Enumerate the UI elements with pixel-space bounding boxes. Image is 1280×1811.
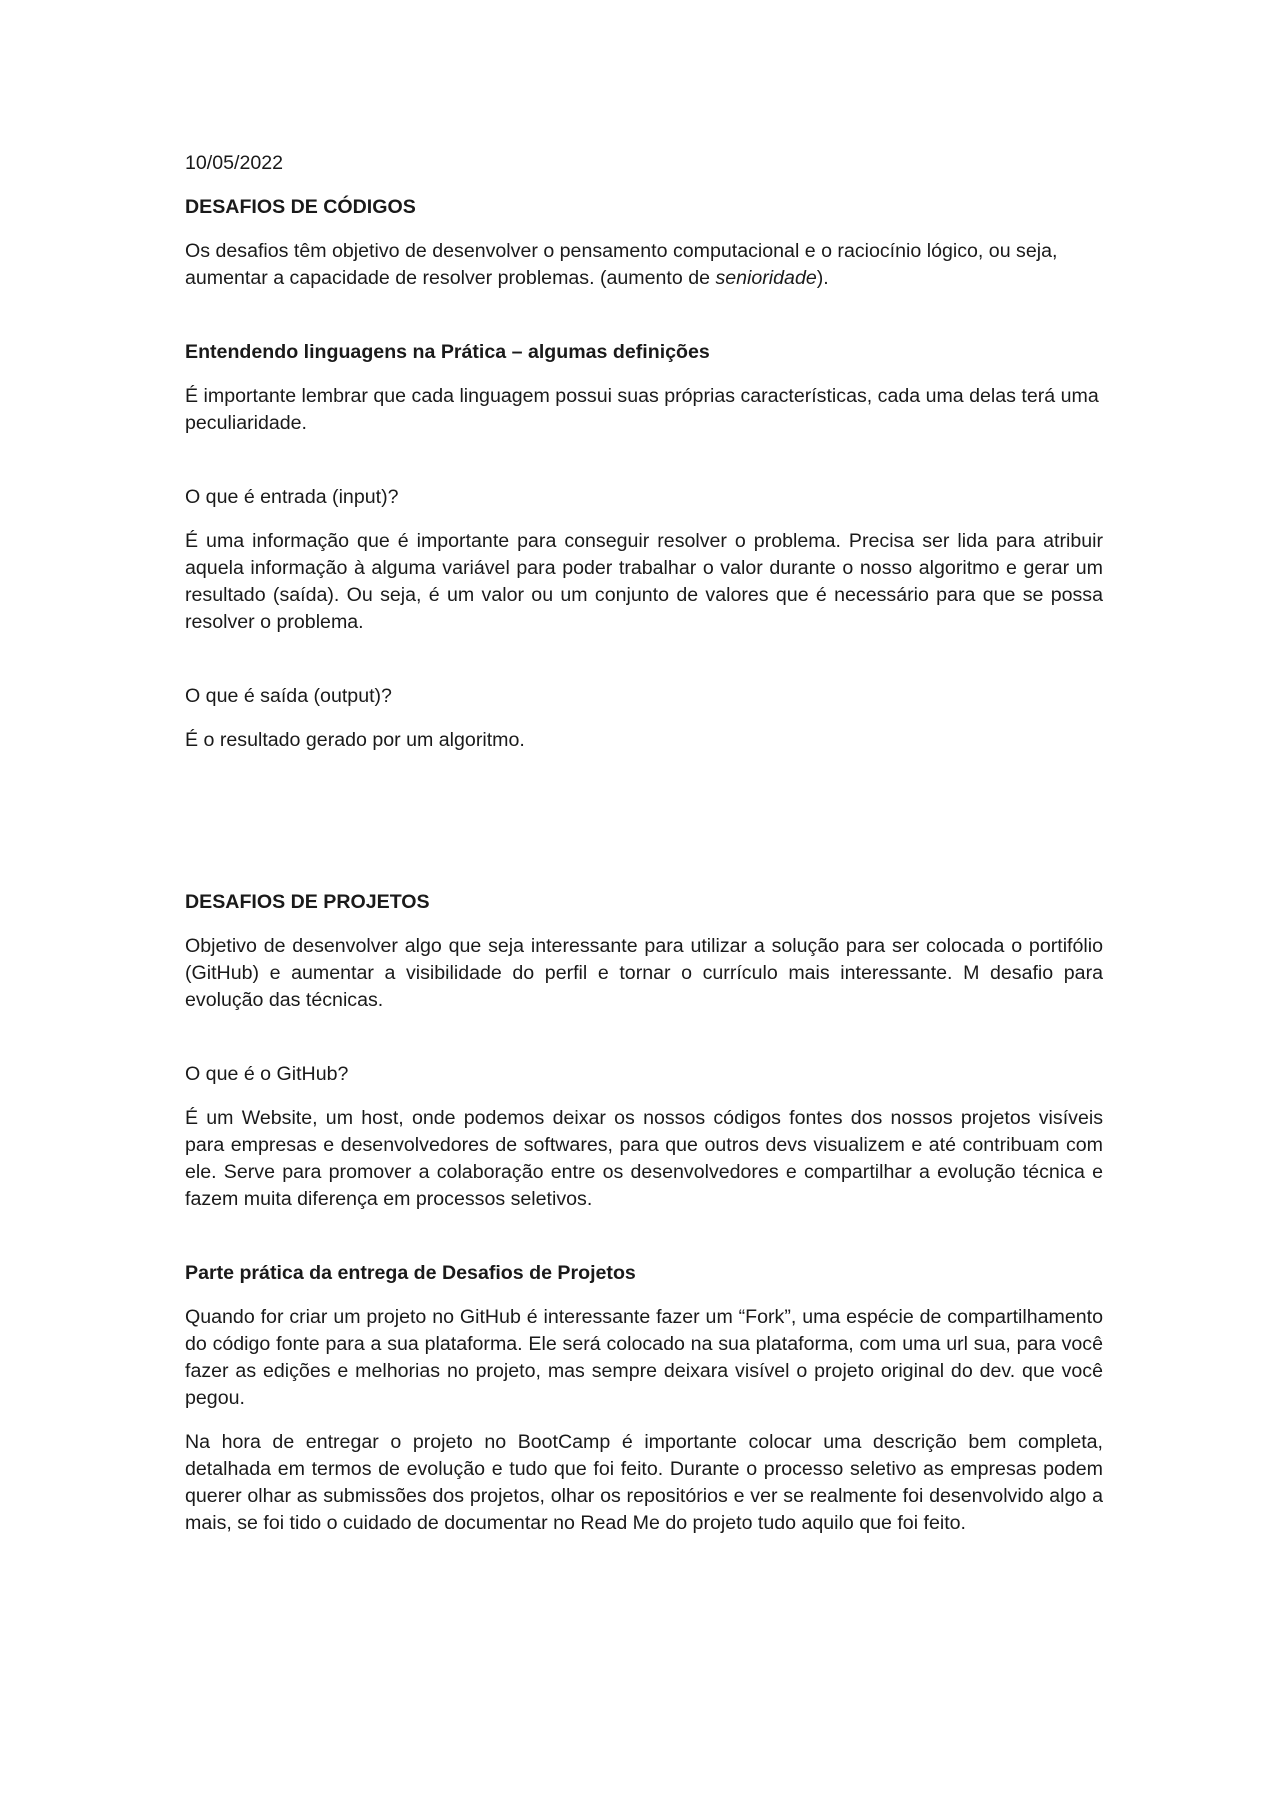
question-input: O que é entrada (input)? [185, 486, 399, 508]
section-text-linguagens: É importante lembrar que cada linguagem possui suas próprias características, cada uma delas terá uma peculiaridade. [185, 385, 1099, 434]
document-page [185, 150, 1103, 1554]
question-github: O que é o GitHub? [185, 1063, 349, 1085]
answer-github: É um Website, um host, onde podemos deixar os nossos códigos fontes dos nossos projetos visíveis para empresas e desenvolvedores de softwares, para que outros devs visualizem e até contribuam com ele. Serve para promover a colaboração entre os desenvolvedores e compartilhar a evolução técnica e fazem muita diferença em processos seletivos. [185, 1107, 1103, 1210]
question-output: O que é saída (output)? [185, 685, 392, 707]
paragraph-bootcamp: Na hora de entregar o projeto no BootCamp é importante colocar uma descrição bem completa, detalhada em termos de evolução e tudo que foi feito. Durante o processo seletivo as empresas podem querer olhar as submissões dos projetos, olhar os repositórios e ver se realmente foi desenvolvido algo a mais, se foi tido o cuidado de documentar no Read Me do projeto tudo aquilo que foi feito. [185, 1431, 1103, 1534]
answer-input: É uma informação que é importante para conseguir resolver o problema. Precisa ser lida para atribuir aquela informação à alguma variável para poder trabalhar o valor durante o nosso algoritmo e gerar um resultado (saída). Ou seja, é um valor ou um conjunto de valores que é necessário para que se possa resolver o problema. [185, 530, 1103, 633]
answer-output: É o resultado gerado por um algoritmo. [185, 729, 525, 751]
intro-text-start: Os desafios têm objetivo de desenvolver o pensamento computacional e o raciocínio lógico, ou seja, aumentar a capacidade de resolver problemas. (aumento de [185, 240, 1058, 289]
section-intro-desafios-codigos [185, 238, 1103, 292]
section-title-linguagens: Entendendo linguagens na Prática – algumas definições [185, 341, 710, 363]
section-title-desafios-projetos: DESAFIOS DE PROJETOS [185, 891, 430, 913]
intro-text-italic: senioridade [715, 267, 817, 289]
section-title-desafios-codigos: DESAFIOS DE CÓDIGOS [185, 196, 416, 218]
section-text-desafios-projetos: Objetivo de desenvolver algo que seja interessante para utilizar a solução para ser colocada o portifólio (GitHub) e aumentar a visibilidade do perfil e tornar o currículo mais interessante. M desafio para evolução das técnicas. [185, 935, 1103, 1011]
document-date: 10/05/2022 [185, 152, 284, 174]
intro-text-end: ). [816, 267, 829, 289]
paragraph-fork: Quando for criar um projeto no GitHub é interessante fazer um “Fork”, uma espécie de compartilhamento do código fonte para a sua plataforma. Ele será colocado na sua plataforma, com uma url sua, para você fazer as edições e melhorias no projeto, mas sempre deixara visível o projeto original do dev. que você pegou. [185, 1306, 1103, 1409]
section-title-parte-pratica: Parte prática da entrega de Desafios de Projetos [185, 1262, 636, 1284]
